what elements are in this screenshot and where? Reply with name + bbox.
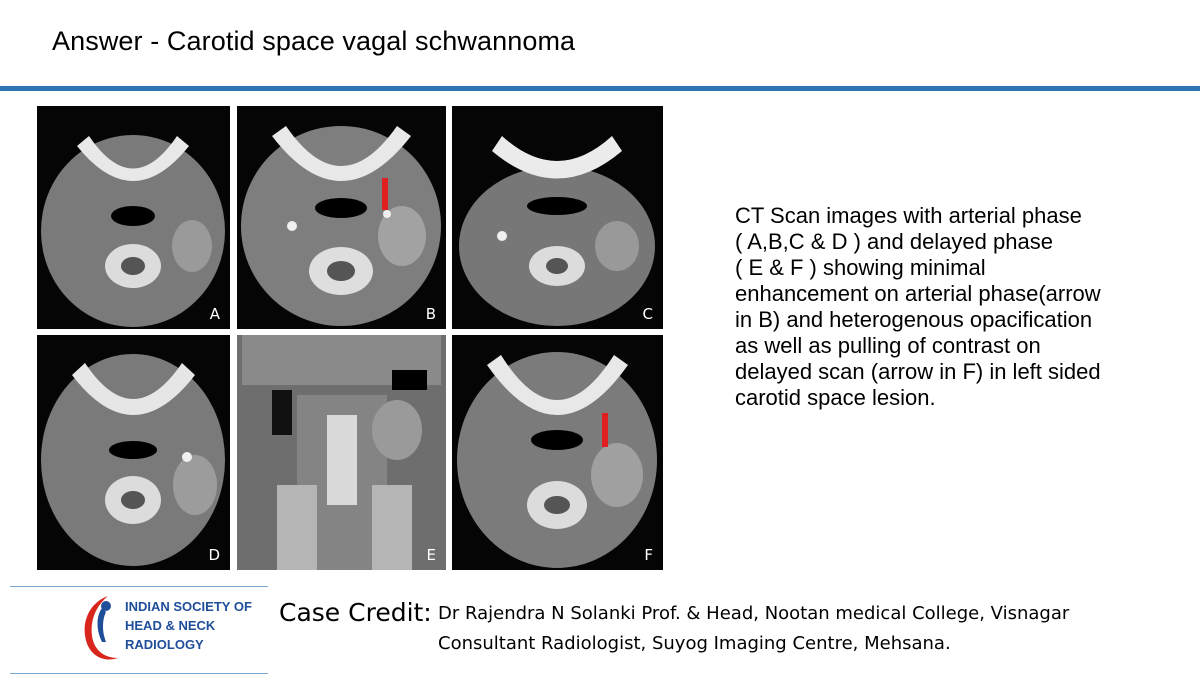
- ct-axial-image-f: [452, 335, 663, 570]
- society-logo-text: [125, 597, 252, 654]
- description-text: [735, 203, 1175, 411]
- arrow-b-icon: [382, 178, 388, 210]
- description-line: in B) and heterogenous opacification: [735, 307, 1093, 332]
- description-line: enhancement on arterial phase(arrow: [735, 281, 1101, 306]
- description-line: ( A,B,C & D ) and delayed phase: [735, 229, 1053, 254]
- description-line: as well as pulling of contrast on: [735, 333, 1041, 358]
- description-line: CT Scan images with arterial phase: [735, 203, 1082, 228]
- ct-coronal-image-e: [237, 335, 446, 570]
- ct-panel-d: [37, 335, 230, 570]
- panel-label: C: [642, 305, 653, 323]
- ct-panel-c: [452, 106, 663, 329]
- panel-label: E: [426, 546, 436, 564]
- ct-panel-a: [37, 106, 230, 329]
- logo-line: HEAD & NECK: [125, 618, 216, 633]
- description-line: ( E & F ) showing minimal: [735, 255, 986, 280]
- slide-title: Answer - Carotid space vagal schwannoma: [52, 26, 576, 56]
- panel-label: F: [644, 546, 653, 564]
- ct-axial-image-b: [237, 106, 446, 329]
- ct-axial-image-a: [37, 106, 230, 329]
- panel-label: D: [208, 546, 220, 564]
- case-credit-line: Dr Rajendra N Solanki Prof. & Head, Nootan medical College, Visnagar: [438, 603, 1070, 624]
- ct-axial-image-d: [37, 335, 230, 570]
- logo-line: RADIOLOGY: [125, 637, 204, 652]
- panel-label: B: [425, 305, 436, 323]
- description-line: delayed scan (arrow in F) in left sided: [735, 359, 1101, 384]
- title-divider: [0, 86, 1200, 91]
- case-credit-label: Case Credit:: [279, 598, 432, 627]
- ct-panel-e: [237, 335, 446, 570]
- arrow-f-icon: [602, 413, 608, 447]
- panel-label: A: [209, 305, 220, 323]
- logo-line: INDIAN SOCIETY OF: [125, 599, 252, 614]
- ct-panel-f: [452, 335, 663, 570]
- society-logo-icon: [76, 592, 122, 664]
- case-credit-line: Consultant Radiologist, Suyog Imaging Centre, Mehsana.: [438, 633, 951, 654]
- ct-panel-b: [237, 106, 446, 329]
- description-line: carotid space lesion.: [735, 385, 936, 410]
- ct-axial-image-c: [452, 106, 663, 329]
